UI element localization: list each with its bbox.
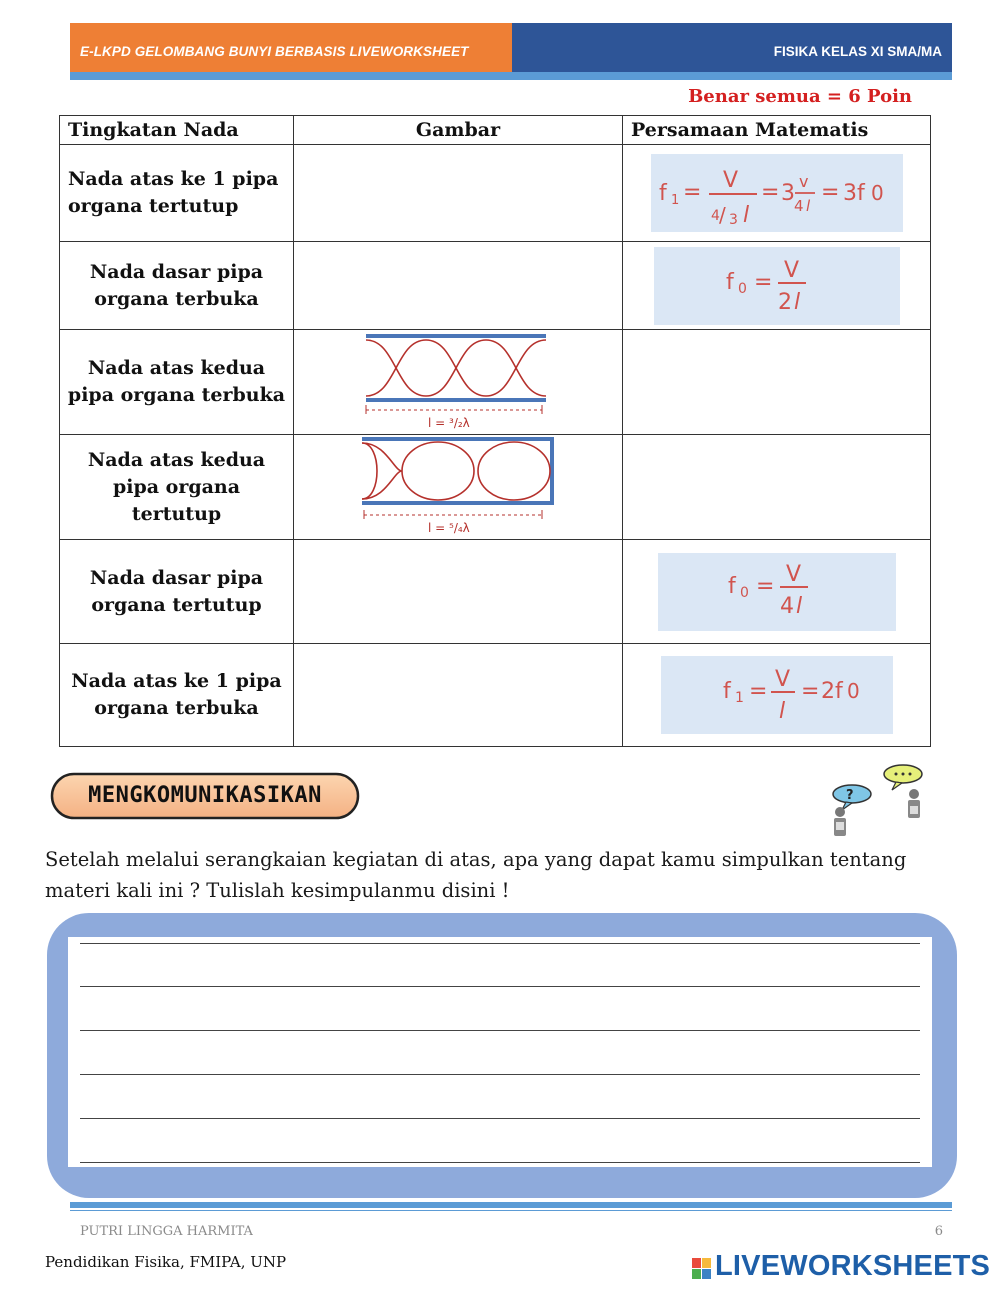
svg-text:4: 4	[779, 593, 794, 619]
row-label: Nada atas kedua pipa organa tertutup	[60, 435, 294, 540]
svg-text:3: 3	[728, 212, 738, 228]
svg-text:f: f	[658, 181, 667, 206]
figure-drop-zone[interactable]	[294, 145, 623, 242]
table-header-row	[60, 116, 931, 145]
svg-text:V: V	[783, 257, 799, 283]
svg-text:2: 2	[777, 289, 792, 315]
svg-text:=: =	[755, 573, 774, 599]
svg-text:0: 0	[737, 280, 747, 297]
svg-text:=: =	[748, 679, 767, 704]
figure-drop-zone[interactable]	[294, 242, 623, 330]
svg-text:=: =	[682, 180, 701, 205]
row-label: Nada atas kedua pipa organa terbuka	[60, 330, 294, 435]
header-right-title: FISIKA KELAS XI SMA/MA	[773, 44, 942, 59]
formula-f1-open-image	[661, 656, 893, 734]
row-label: Nada atas ke 1 pipa organa tertutup	[60, 145, 294, 242]
formula-drop-zone[interactable]	[623, 330, 931, 435]
figure-caption: l = ³/₂λ	[428, 416, 470, 430]
header-tingkatan: Tingkatan Nada	[60, 116, 294, 145]
svg-text:l: l	[742, 203, 749, 228]
page-number: 6	[934, 1224, 943, 1239]
table-row	[60, 145, 931, 242]
svg-text:1: 1	[734, 690, 744, 706]
svg-text:l: l	[778, 699, 785, 724]
open-pipe-second-overtone-figure[interactable]	[294, 330, 623, 434]
svg-text:4: 4	[710, 208, 720, 224]
figure-cell	[294, 330, 623, 435]
svg-text:=: =	[753, 269, 772, 295]
conclusion-answer-input[interactable]	[80, 939, 920, 1163]
svg-text:=: =	[800, 679, 819, 704]
svg-text:l: l	[795, 593, 802, 619]
formula-cell	[623, 145, 931, 242]
figure-caption: l = ⁵/₄λ	[428, 521, 470, 535]
formula-f1-closed-image	[651, 154, 903, 232]
header-gambar: Gambar	[294, 116, 623, 145]
table-row	[60, 330, 931, 435]
svg-text:V: V	[774, 667, 790, 692]
header-underline	[70, 72, 952, 80]
table-row	[60, 242, 931, 330]
svg-text:f: f	[725, 269, 734, 295]
svg-text:3f: 3f	[842, 181, 865, 206]
figure-drop-zone[interactable]	[294, 644, 623, 747]
svg-text:l: l	[805, 197, 810, 215]
table-row	[60, 540, 931, 644]
formula-cell	[623, 540, 931, 644]
formula-cell	[623, 242, 931, 330]
svg-text:?: ?	[846, 788, 854, 803]
score-note: Benar semua = 6 Poin	[688, 86, 912, 107]
footer-author: PUTRI LINGGA HARMITA	[80, 1224, 253, 1239]
section-badge: MENGKOMUNIKASIKAN	[88, 783, 322, 808]
answer-paper	[68, 937, 932, 1167]
svg-text:1: 1	[670, 193, 679, 208]
svg-text:4: 4	[793, 197, 804, 215]
formula-drop-zone[interactable]	[623, 435, 931, 540]
formula-cell	[623, 644, 931, 747]
svg-text:0: 0	[846, 679, 860, 703]
svg-text:/: /	[718, 203, 726, 227]
svg-text:=: =	[760, 180, 779, 205]
formula-f0-closed-image	[658, 553, 896, 631]
liveworksheets-logo-icon	[692, 1258, 712, 1280]
row-label: Nada atas ke 1 pipa organa terbuka	[60, 644, 294, 747]
svg-text:2f: 2f	[820, 679, 843, 704]
svg-text:l: l	[793, 289, 800, 315]
figure-cell	[294, 435, 623, 540]
figure-drop-zone[interactable]	[294, 540, 623, 644]
footer-institution: Pendidikan Fisika, FMIPA, UNP	[45, 1253, 287, 1271]
svg-text:v: v	[798, 172, 808, 191]
svg-text:0: 0	[739, 584, 749, 601]
closed-pipe-second-overtone-figure[interactable]	[294, 435, 623, 539]
liveworksheets-brand[interactable]: LIVEWORKSHEETS	[715, 1250, 991, 1282]
formula-f0-open-image	[654, 247, 900, 325]
footer-bar	[70, 1202, 952, 1208]
table-row	[60, 644, 931, 747]
row-label: Nada dasar pipa organa tertutup	[60, 540, 294, 644]
svg-text:3: 3	[780, 181, 795, 206]
svg-text:f: f	[722, 679, 731, 704]
header-left-title: E-LKPD GELOMBANG BUNYI BERBASIS LIVEWORKSHEET	[80, 44, 469, 59]
discussion-people-icon	[826, 764, 926, 836]
table-row	[60, 435, 931, 540]
row-label: Nada dasar pipa organa terbuka	[60, 242, 294, 330]
svg-text:V: V	[785, 561, 801, 587]
tone-levels-table	[59, 115, 931, 747]
header-persamaan: Persamaan Matematis	[623, 116, 931, 145]
conclusion-prompt: Setelah melalui serangkaian kegiatan di atas, apa yang dapat kamu simpulkan tentang materi kali ini ? Tulislah kesimpulanmu disini !	[45, 848, 907, 902]
svg-text:0: 0	[870, 181, 884, 205]
svg-text:f: f	[727, 573, 736, 599]
svg-text:V: V	[722, 168, 738, 193]
footer-rule	[70, 1210, 952, 1211]
svg-text:=: =	[820, 180, 839, 205]
